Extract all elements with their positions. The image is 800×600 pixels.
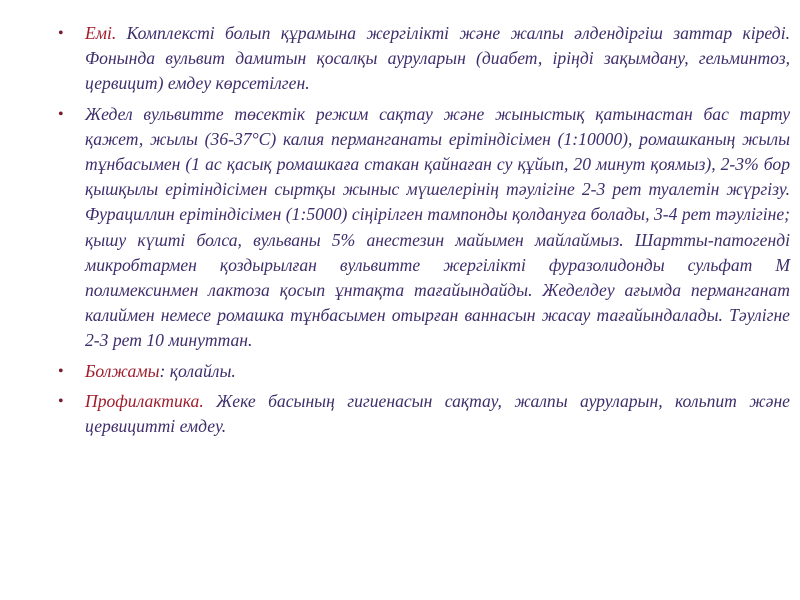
bullet-icon: • bbox=[58, 392, 64, 410]
bullet-list bbox=[56, 21, 790, 444]
bullet-icon: • bbox=[58, 362, 64, 380]
lead-treatment: Емі. bbox=[85, 23, 117, 43]
text-prophylaxis: Жеке басының гигиенасын сақтау, жалпы ауруларын, кольпит және цервицитті емдеу. bbox=[85, 390, 790, 437]
bullet-item-treatment bbox=[56, 21, 790, 97]
text-treatment: Комплексті болып құрамына жергілікті және жалпы әлдендіргіш заттар кіреді. Фонында вульвит дамитын қосалқы ауруларын (диабет, іріңді зақымдану, гельминтоз, цервицит) емдеу көрсетілген. bbox=[85, 23, 790, 94]
bullet-icon: • bbox=[58, 105, 64, 123]
bullet-item-prognosis bbox=[56, 359, 790, 384]
text-acute-vulvitis: Жедел вульвитте төсектік режим сақтау және жыныстық қатынастан бас тарту қажет, жылы (36-37°С) калия перманганаты ерітіндісімен (1:10000), ромашканың жылы тұнбасымен (1 ас қасық ромашкаға стакан қайнаған су құйып, 20 минут қоямыз), 2-3% бор қышқылы ерітіндісімен сыртқы жыныс мүшелерінің тәулігіне 2-3 рет туалетін жүргізу. Фурациллин ерітіндісімен (1:5000) сіңірілген тампонды қолдануға болады, 3-4 рет тәулігіне; қышу күшті болса, вульваны 5% анестезин майымен майлаймыз. Шартты-патогенді микробтармен қоздырылған вульвитте жергілікті фуразолидонды сульфат М полимексинмен лактоза қосып ұнтақта тағайындайды. Жеделдеу ағымда перманганат калиймен немесе ромашка тұнбасымен отырған ваннасын жасау тағайындалады. Тәулігне 2-3 рет 10 минуттан. bbox=[85, 103, 790, 351]
bullet-item-acute-vulvitis bbox=[56, 102, 790, 354]
bullet-item-prophylaxis bbox=[56, 389, 790, 439]
lead-prophylaxis: Профилактика. bbox=[85, 390, 204, 411]
text-prognosis: : қолайлы. bbox=[159, 360, 236, 381]
bullet-icon: • bbox=[58, 25, 64, 42]
lead-prognosis: Болжамы bbox=[85, 360, 160, 381]
